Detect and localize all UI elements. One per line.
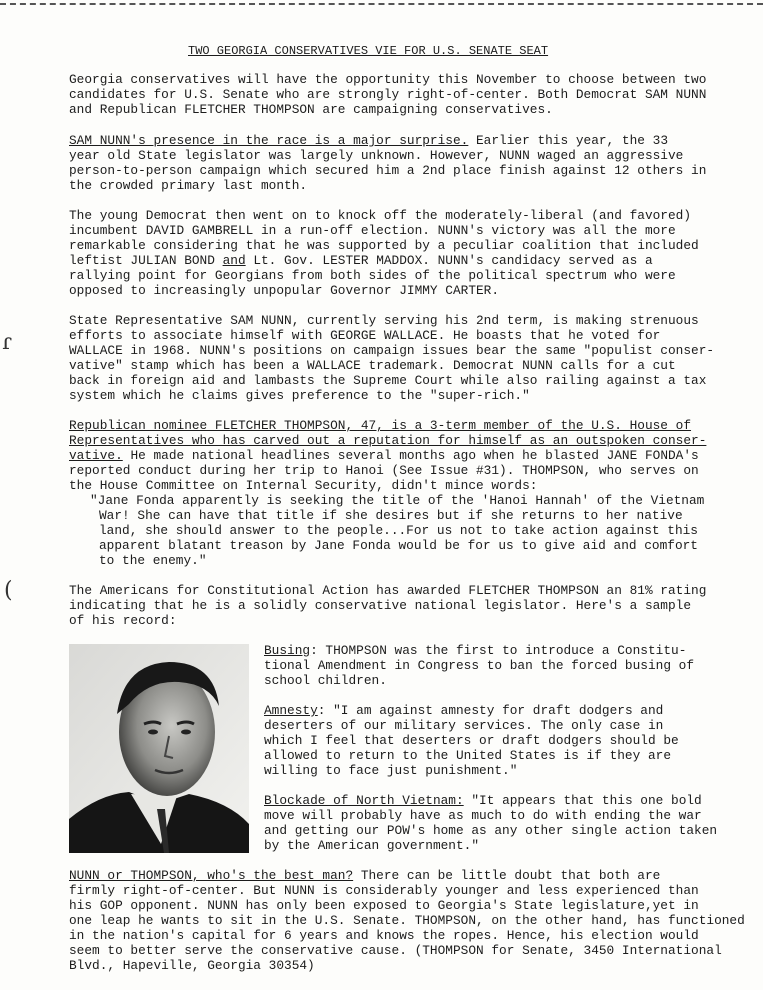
underlined-text: and: [222, 253, 246, 268]
margin-mark-icon: ɾ: [2, 330, 12, 355]
text-line: firmly right-of-center. But NUNN is considerably younger and less experienced than: [69, 883, 699, 898]
text-line: [69, 433, 706, 448]
text-line: remarkable considering that he was supported by a peculiar coalition that included: [69, 238, 699, 253]
underlined-text: NUNN or THOMPSON, who's the best man?: [69, 868, 354, 883]
text-line: year old State legislator was largely unknown. However, NUNN waged an aggressive: [69, 148, 684, 163]
text-line: reported conduct during her trip to Hanoi (See Issue #31). THOMPSON, who serves on: [69, 463, 699, 478]
text-line: vative" stamp which has been a WALLACE trademark. Democrat NUNN calls for a cut: [69, 358, 676, 373]
text-line: tional Amendment in Congress to ban the forced busing of: [264, 658, 695, 673]
text-line: to the enemy.": [99, 553, 207, 568]
text-line: apparent blatant treason by Jane Fonda would be for us to give aid and comfort: [99, 538, 698, 553]
text-line: allowed to return to the United States is if they are: [264, 748, 672, 763]
top-border-rule: [0, 3, 763, 5]
text-line: [264, 643, 686, 658]
text-line: rallying point for Georgians from both sides of the political spectrum who were: [69, 268, 676, 283]
text-line: and Republican FLETCHER THOMPSON are campaigning conservatives.: [69, 102, 553, 117]
text-line: [69, 133, 668, 148]
text-line: which I feel that deserters or draft dodgers should be: [264, 733, 679, 748]
text-line: move will probably have as much to do with ending the war: [264, 808, 702, 823]
text-line: [69, 868, 660, 883]
text-line: land, she should answer to the people...For us not to take action against this: [99, 523, 698, 538]
text-segment: "It appears that this one bold: [463, 793, 702, 808]
text-segment: He made national headlines several months ago when he blasted JANE FONDA's: [122, 448, 699, 463]
text-line: The Americans for Constitutional Action has awarded FLETCHER THOMPSON an 81% rating: [69, 583, 707, 598]
text-line: seem to better serve the conservative cause. (THOMPSON for Senate, 3450 International: [69, 943, 722, 958]
text-segment: leftist JULIAN BOND: [69, 253, 223, 268]
underlined-text: Busing: [264, 643, 311, 658]
text-segment: Lt. Gov. LESTER MADDOX. NUNN's candidacy served as a: [245, 253, 653, 268]
text-line: The young Democrat then went on to knock off the moderately-liberal (and favored): [69, 208, 692, 223]
text-line: and getting our POW's home as any other single action taken: [264, 823, 718, 838]
underlined-text: Blockade of North Vietnam:: [264, 793, 464, 808]
text-line: in the nation's capital for 6 years and knows the ropes. Hence, his election would: [69, 928, 699, 943]
portrait-photo-icon: [69, 644, 249, 853]
text-line: [264, 793, 702, 808]
text-line: "Jane Fonda apparently is seeking the title of the 'Hanoi Hannah' of the Vietnam: [90, 493, 705, 508]
text-line: indicating that he is a solidly conservative national legislator. Here's a sample: [69, 598, 692, 613]
underlined-text: SAM NUNN's presence in the race is a major surprise.: [69, 133, 469, 148]
text-line: back in foreign aid and lambasts the Supreme Court while also railing against a tax: [69, 373, 707, 388]
text-segment: : THOMPSON was the first to introduce a Constitu-: [310, 643, 687, 658]
text-line: [69, 448, 699, 463]
text-line: incumbent DAVID GAMBRELL in a run-off election. NUNN's victory was all the more: [69, 223, 676, 238]
text-line: the House Committee on Internal Security, didn't mince words:: [69, 478, 538, 493]
text-line: willing to face just punishment.": [264, 763, 518, 778]
text-line: the crowded primary last month.: [69, 178, 308, 193]
underlined-text: Representatives who has carved out a reputation for himself as an outspoken conser-: [69, 433, 707, 448]
text-line: school children.: [264, 673, 387, 688]
text-segment: Earlier this year, the 33: [468, 133, 668, 148]
text-line: his GOP opponent. NUNN has only been exposed to Georgia's State legislature,yet in: [69, 898, 699, 913]
text-segment: There can be little doubt that both are: [353, 868, 661, 883]
text-line: efforts to associate himself with GEORGE WALLACE. He boasts that he voted for: [69, 328, 661, 343]
text-line: one leap he wants to sit in the U.S. Senate. THOMPSON, on the other hand, has functioned: [69, 913, 745, 928]
text-line: of his record:: [69, 613, 177, 628]
text-line: person-to-person campaign which secured him a 2nd place finish against 12 others in: [69, 163, 707, 178]
text-line: by the American government.": [264, 838, 480, 853]
underlined-text: vative.: [69, 448, 123, 463]
text-line: opposed to increasingly unpopular Governor JIMMY CARTER.: [69, 283, 500, 298]
text-line: system which he claims gives preference to the "super-rich.": [69, 388, 530, 403]
text-line: candidates for U.S. Senate who are strongly right-of-center. Both Democrat SAM NUNN: [69, 87, 707, 102]
text-line: [264, 703, 663, 718]
margin-mark-icon: (: [4, 578, 13, 603]
text-line: Blvd., Hapeville, Georgia 30354): [69, 958, 315, 973]
text-line: deserters of our military services. The only case in: [264, 718, 664, 733]
text-line: State Representative SAM NUNN, currently serving his 2nd term, is making strenuous: [69, 313, 699, 328]
underlined-text: Republican nominee FLETCHER THOMPSON, 47, is a 3-term member of the U.S. House of: [69, 418, 692, 433]
page-title: TWO GEORGIA CONSERVATIVES VIE FOR U.S. SENATE SEAT: [188, 44, 549, 58]
text-segment: : "I am against amnesty for draft dodgers and: [317, 703, 664, 718]
text-line: Georgia conservatives will have the opportunity this November to choose between two: [69, 72, 707, 87]
text-line: [69, 418, 691, 433]
text-line: [69, 253, 653, 268]
text-line: WALLACE in 1968. NUNN's positions on campaign issues bear the same "populist conser-: [69, 343, 715, 358]
text-line: War! She can have that title if she desires but if she returns to her native: [99, 508, 683, 523]
underlined-text: Amnesty: [264, 703, 318, 718]
